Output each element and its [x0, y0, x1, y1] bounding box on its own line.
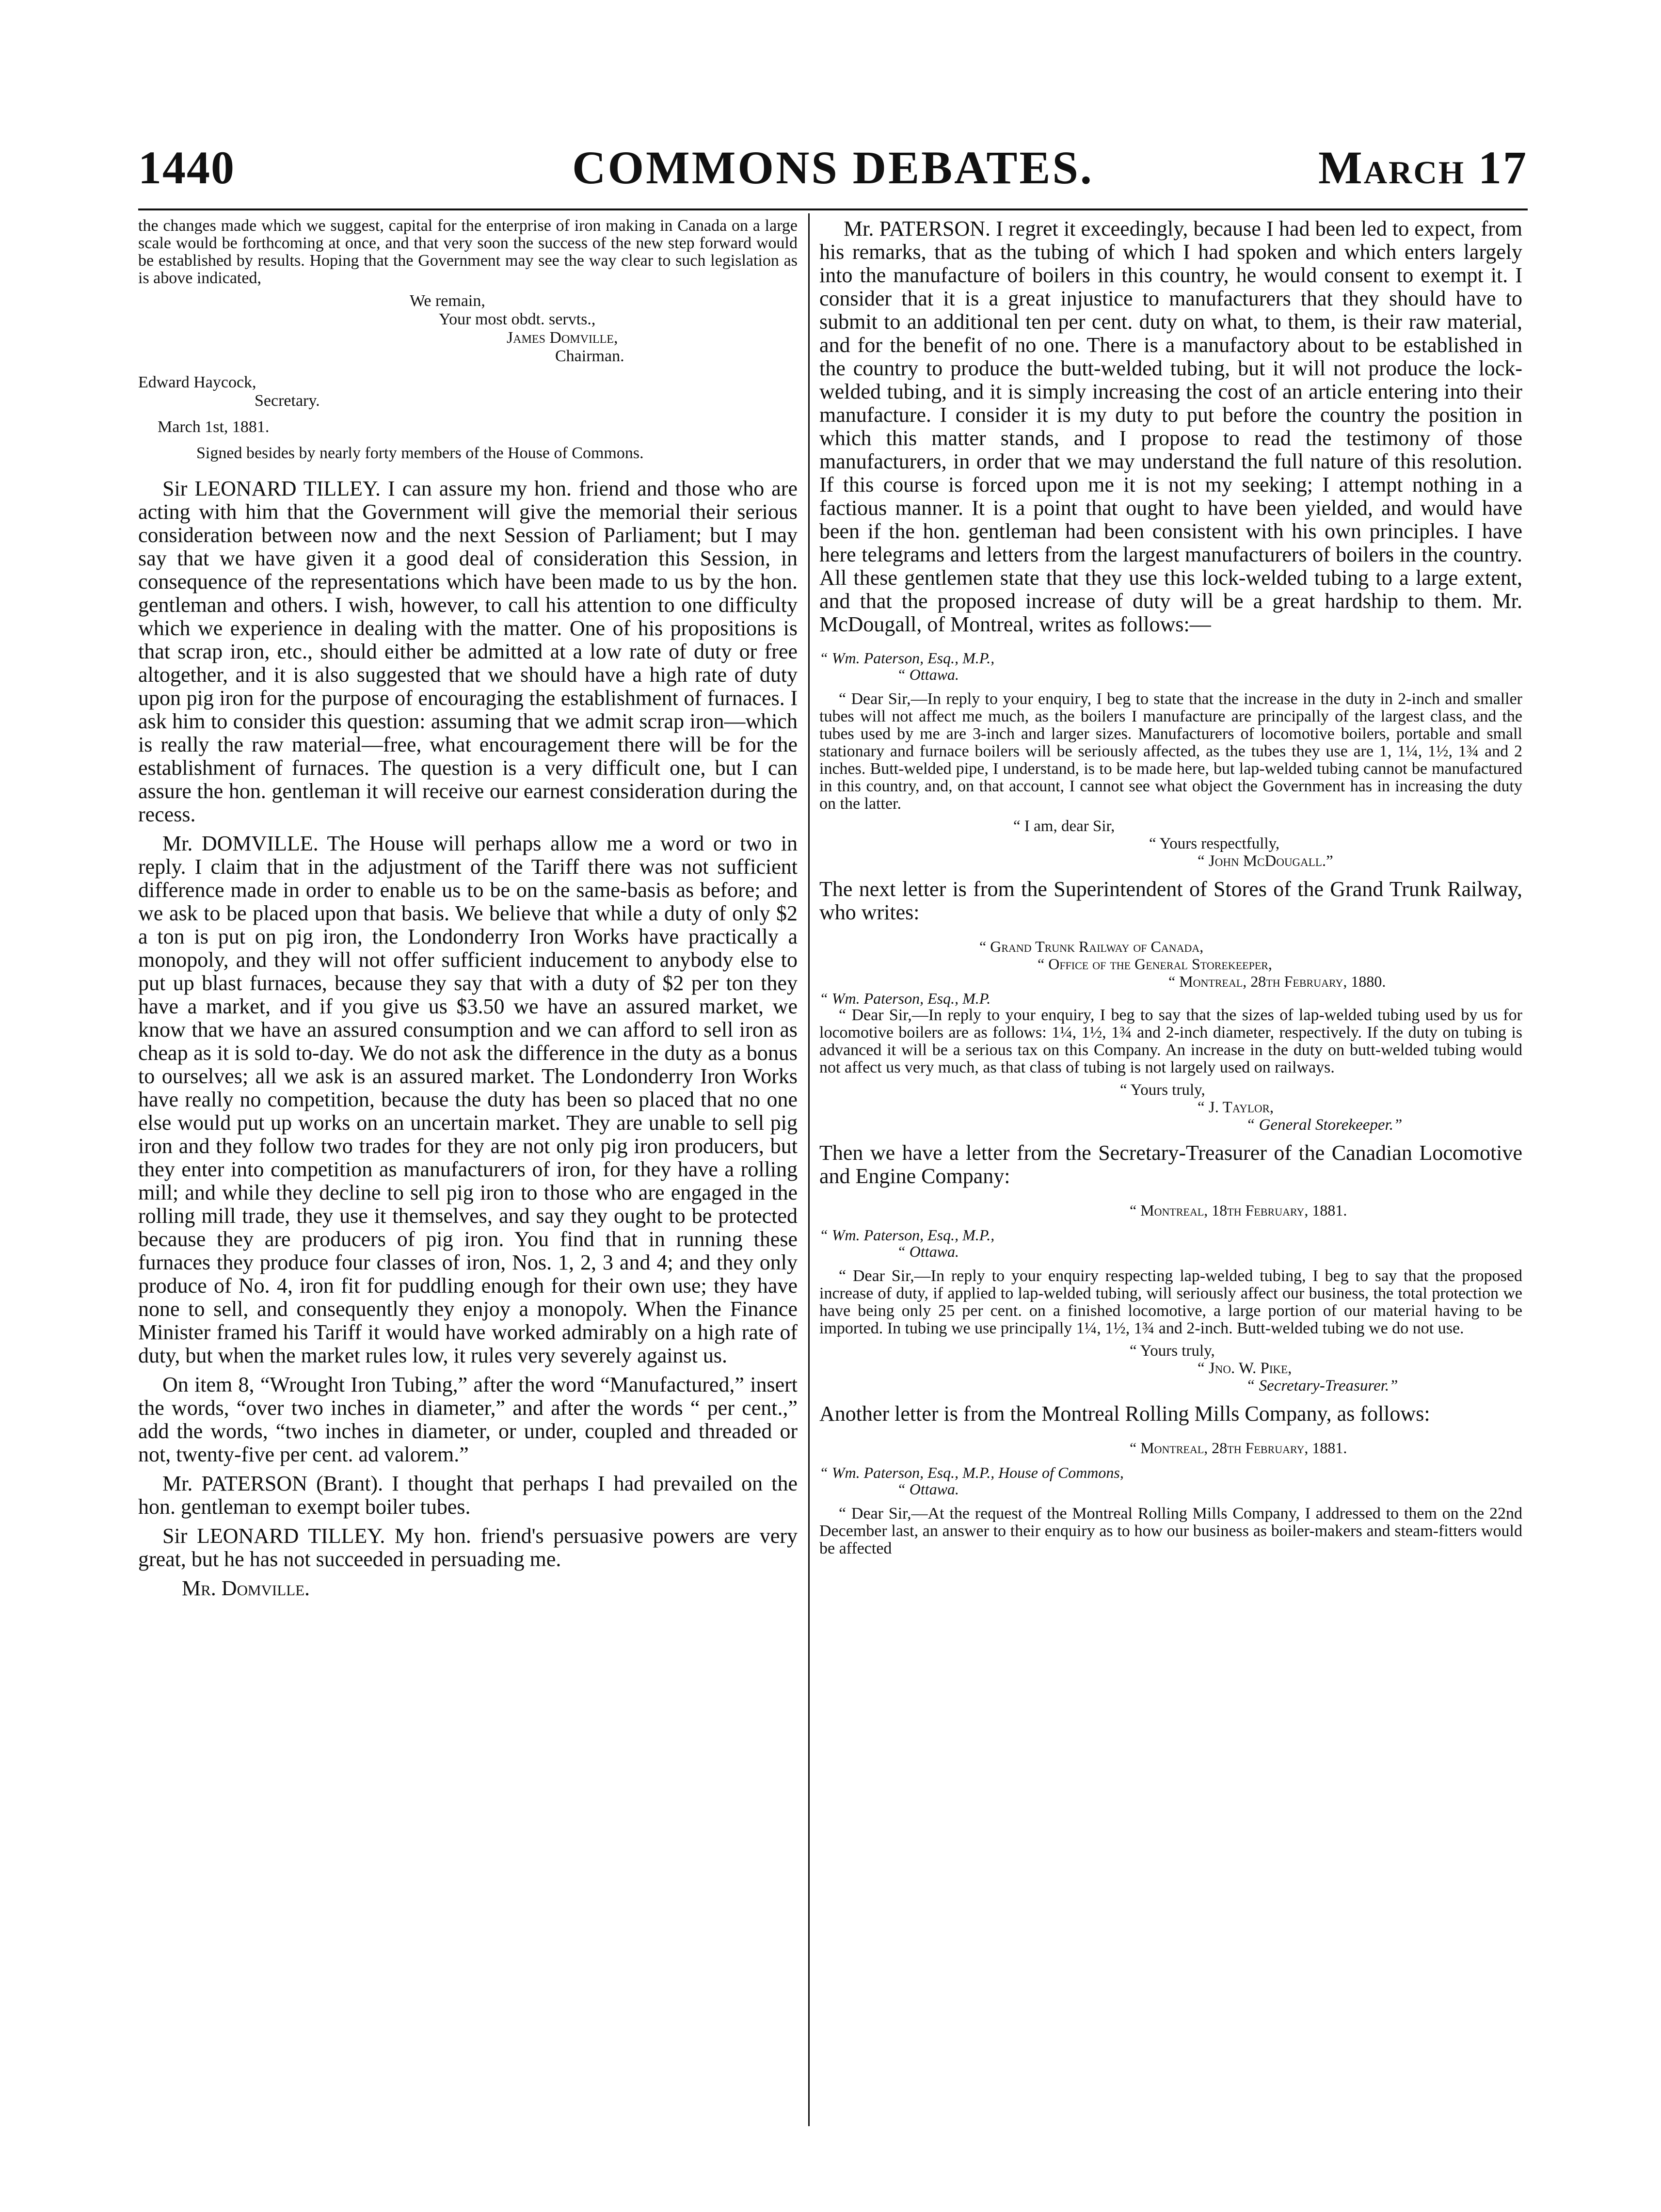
secretary-role: Secretary. — [255, 392, 320, 410]
memorial-signer-role: Chairman. — [555, 347, 624, 365]
tilley-reply: Sir LEONARD TILLEY. My hon. friend's persuasive powers are very great, but he has not succeeded in persuading me. — [138, 1524, 798, 1571]
letter3-heading: “ Montreal, 18th February, 1881. — [1130, 1202, 1347, 1219]
domville-speech: Mr. DOMVILLE. The House will perhaps allow me a word or two in reply. I claim that in the adjustment of the Tariff there was not sufficient difference made in order to enable us to be on the same-basis as before; and we ask to be placed upon that basis. We believe that while a duty of only $2 a ton is put on pig iron, the Londonderry Iron Works have practically a monopoly, and they will not offer sufficient inducement to anybody else to put up blast furnaces, because they say that with a duty of $2 per ton they have a market, and if you give us $3.50 we have an assured market, we know that we have an assured consumption and we can afford to sell iron as cheap as it is sold to-day. We do not ask the difference in the duty as a bonus to ourselves; all we ask is an assured market. The Londonderry Iron Works have really no competition, because the duty has been so placed that no one else would put up works on an uncertain market. They are unable to sell pig iron and they follow two trades for they are not only pig iron producers, but they enter into competition as manufacturers of iron, for they have a rolling mill; and while they decline to sell pig iron to those who are engaged in the rolling mill trade, they use it themselves, and say they ought to be protected because they are producers of pig iron. You find that in running these furnaces they produce four classes of iron, Nos. 1, 2, 3 and 4; and they only produce of No. 4, iron fit for puddling enough for their own use; they have none to sell, and consequently they enjoy a monopoly. When the Finance Minister framed his Tariff it would have worked admirably on a high rate of duty, but when the market rules low, it rules very severely against us. — [138, 832, 798, 1367]
letter1-addressee: “ Wm. Paterson, Esq., M.P., — [819, 649, 995, 667]
locomotive-intro: Then we have a letter from the Secretary-Treasurer of the Canadian Locomotive and Engine Company: — [819, 1141, 1522, 1188]
header-rule — [138, 208, 1528, 210]
paterson-speech: Mr. PATERSON. I regret it exceedingly, because I had been led to expect, from his remarks, that as the tubing of which I had spoken and which enters largely into the manufacture of boilers in this country, he would consent to exempt it. I consider that it is a great injustice to manufacturers that they should have to submit to an additional ten per cent. duty on what, to them, is their raw material, and for the benefit of no one. There is a manufactory about to be established in the country to produce the butt-welded tubing, but it will not produce the lock-welded tubing, and it is simply increasing the cost of an article entering into their manufacture. I consider it is my duty to put before the country the position in which this matter stands, and I propose to read the testimony of those manufacturers, in order that we may understand the full nature of this resolution. If this course is forced upon me it is not my seeking; I attempt nothing in a factious manner. It is a point that ought to have been yielded, and would have been if the hon. gentleman had been consistent with his own principles. I have here telegrams and letters from the largest manufacturers of boilers in the country. All these gentlemen state that they use this lock-welded tubing to a large extent, and that the proposed increase of duty will be a great hardship to them. Mr. McDougall, of Montreal, writes as follows:— — [819, 217, 1522, 636]
letter4-heading: “ Montreal, 28th February, 1881. — [1130, 1439, 1347, 1457]
letter3-role: “ Secretary-Treasurer.” — [1246, 1377, 1398, 1395]
letter3-signature: “ Jno. W. Pike, — [1198, 1360, 1292, 1377]
page-title: COMMONS DEBATES. — [572, 142, 1094, 193]
memorial-we-remain: We remain, — [410, 292, 485, 310]
page-header — [138, 121, 1528, 194]
secretary-name: Edward Haycock, — [138, 373, 256, 391]
right-column — [819, 217, 1522, 2130]
letter4-body: “ Dear Sir,—At the request of the Montreal Rolling Mills Company, I addressed to them on the 22nd December last, an answer to their enquiry as to how our business as boiler-makers and steam-fitters would be affected — [819, 1505, 1522, 1557]
closing-speaker: Mr. Domville. — [182, 1576, 310, 1600]
letter1-body: “ Dear Sir,—In reply to your enquiry, I beg to state that the increase in the duty in 2-inch and smaller tubes will not affect me much, as the boilers I manufacture are principally of the largest class, and the tubes used by me are 3-inch and larger sizes. Manufacturers of locomotive boilers, portable and small stationary and furnace boilers will be seriously affected, as the tubes they use are 1, 1¼, 1½, 1¾ and 2 inches. Butt-welded pipe, I understand, is to be made here, but lap-welded tubing cannot be manufactured in this country, and, on that account, I cannot see what object the Government has in increasing the duty on the latter. — [819, 690, 1522, 813]
letter3-closing: “ Yours truly, — [1130, 1342, 1215, 1360]
memorial-servants: Your most obdt. servts., — [439, 310, 596, 328]
letter1-closing-2: “ Yours respectfully, — [1149, 835, 1280, 852]
letter1-addressee-city: “ Ottawa. — [897, 666, 959, 683]
memorial-date: March 1st, 1881. — [158, 418, 270, 436]
left-column — [138, 217, 798, 2130]
amendment-text: On item 8, “Wrought Iron Tubing,” after the word “Manufactured,” insert the words, “over two inches in diameter,” and after the words “ per cent.,” add the words, “two inches in diameter, or under, coupled and threaded or not, twenty-five per cent. ad valorem.” — [138, 1373, 798, 1466]
page-date: March 17 — [1318, 142, 1528, 193]
letter4-addressee-city: “ Ottawa. — [897, 1480, 959, 1498]
page-number: 1440 — [138, 142, 235, 193]
letter3-body: “ Dear Sir,—In reply to your enquiry respecting lap-welded tubing, I beg to say that the proposed increase of duty, if applied to lap-welded tubing, will seriously affect our business, the total protection we have being only 25 per cent. on a finished locomotive, a large portion of our material having to be imported. In tubing we use principally 1¼, 1½, 1¾ and 2-inch. Butt-welded tubing we do not use. — [819, 1267, 1522, 1337]
letter2-addressee: “ Wm. Paterson, Esq., M.P. — [819, 990, 991, 1007]
letter2-heading-2: “ Office of the General Storekeeper, — [1038, 955, 1272, 973]
letter2-heading-3: “ Montreal, 28th February, 1880. — [1168, 973, 1386, 990]
letter2-heading-1: “ Grand Trunk Railway of Canada, — [979, 938, 1204, 955]
memorial-signer: James Domville, — [507, 329, 618, 347]
memorial-closing-text: the changes made which we suggest, capital for the enterprise of iron making in Canada on a large scale would be forthcoming at once, and that very soon the success of the new step forward would be established by results. Hoping that the Government may see the way clear to such legislation as is above indicated, — [138, 217, 798, 287]
column-rule — [808, 213, 810, 2126]
letter1-signature: “ John McDougall.” — [1198, 852, 1333, 870]
tilley-speech: Sir LEONARD TILLEY. I can assure my hon. friend and those who are acting with him that the Government will give the memorial their serious consideration between now and the next Session of Parliament; but I may say that we have given it a good deal of consideration this Session, in consequence of the representations which have been made to us by the hon. gentleman and others. I wish, however, to call his attention to one difficulty which we experience in dealing with the matter. One of his propositions is that scrap iron, etc., should either be admitted at a low rate of duty or free altogether, and it is also suggested that we should have a high rate of duty upon pig iron for the purpose of encouraging the establishment of furnaces. I ask him to consider this question: assuming that we admit scrap iron—which is really the raw material—free, what encouragement there will be for the establishment of furnaces. The question is a very difficult one, but I can assure the hon. gentleman it will receive our earnest consideration during the recess. — [138, 477, 798, 826]
rolling-mills-intro: Another letter is from the Montreal Rolling Mills Company, as follows: — [819, 1402, 1430, 1426]
signed-note: Signed besides by nearly forty members of the House of Commons. — [196, 444, 644, 462]
grand-trunk-intro: The next letter is from the Superintendent of Stores of the Grand Trunk Railway, who writes: — [819, 877, 1522, 924]
letter2-role: “ General Storekeeper.” — [1246, 1116, 1403, 1134]
letter2-body: “ Dear Sir,—In reply to your enquiry, I beg to say that the sizes of lap-welded tubing used by us for locomotive boilers are as follows: 1¼, 1½, 1¾ and 2-inch diameter, respectively. If the duty on tubing is advanced it will be a serious tax on this Company. An increase in the duty on butt-welded tubing would not affect us very much, as that class of tubing is not largely used on railways. — [819, 1006, 1522, 1076]
letter2-signature: “ J. Taylor, — [1198, 1099, 1274, 1116]
letter1-closing: “ I am, dear Sir, — [1013, 817, 1115, 835]
letter3-addressee-city: “ Ottawa. — [897, 1243, 959, 1260]
paterson-brant-speech: Mr. PATERSON (Brant). I thought that perhaps I had prevailed on the hon. gentleman to exempt boiler tubes. — [138, 1472, 798, 1519]
letter4-addressee: “ Wm. Paterson, Esq., M.P., House of Commons, — [819, 1464, 1124, 1481]
letter2-closing: “ Yours truly, — [1120, 1081, 1205, 1099]
letter3-addressee: “ Wm. Paterson, Esq., M.P., — [819, 1226, 995, 1244]
